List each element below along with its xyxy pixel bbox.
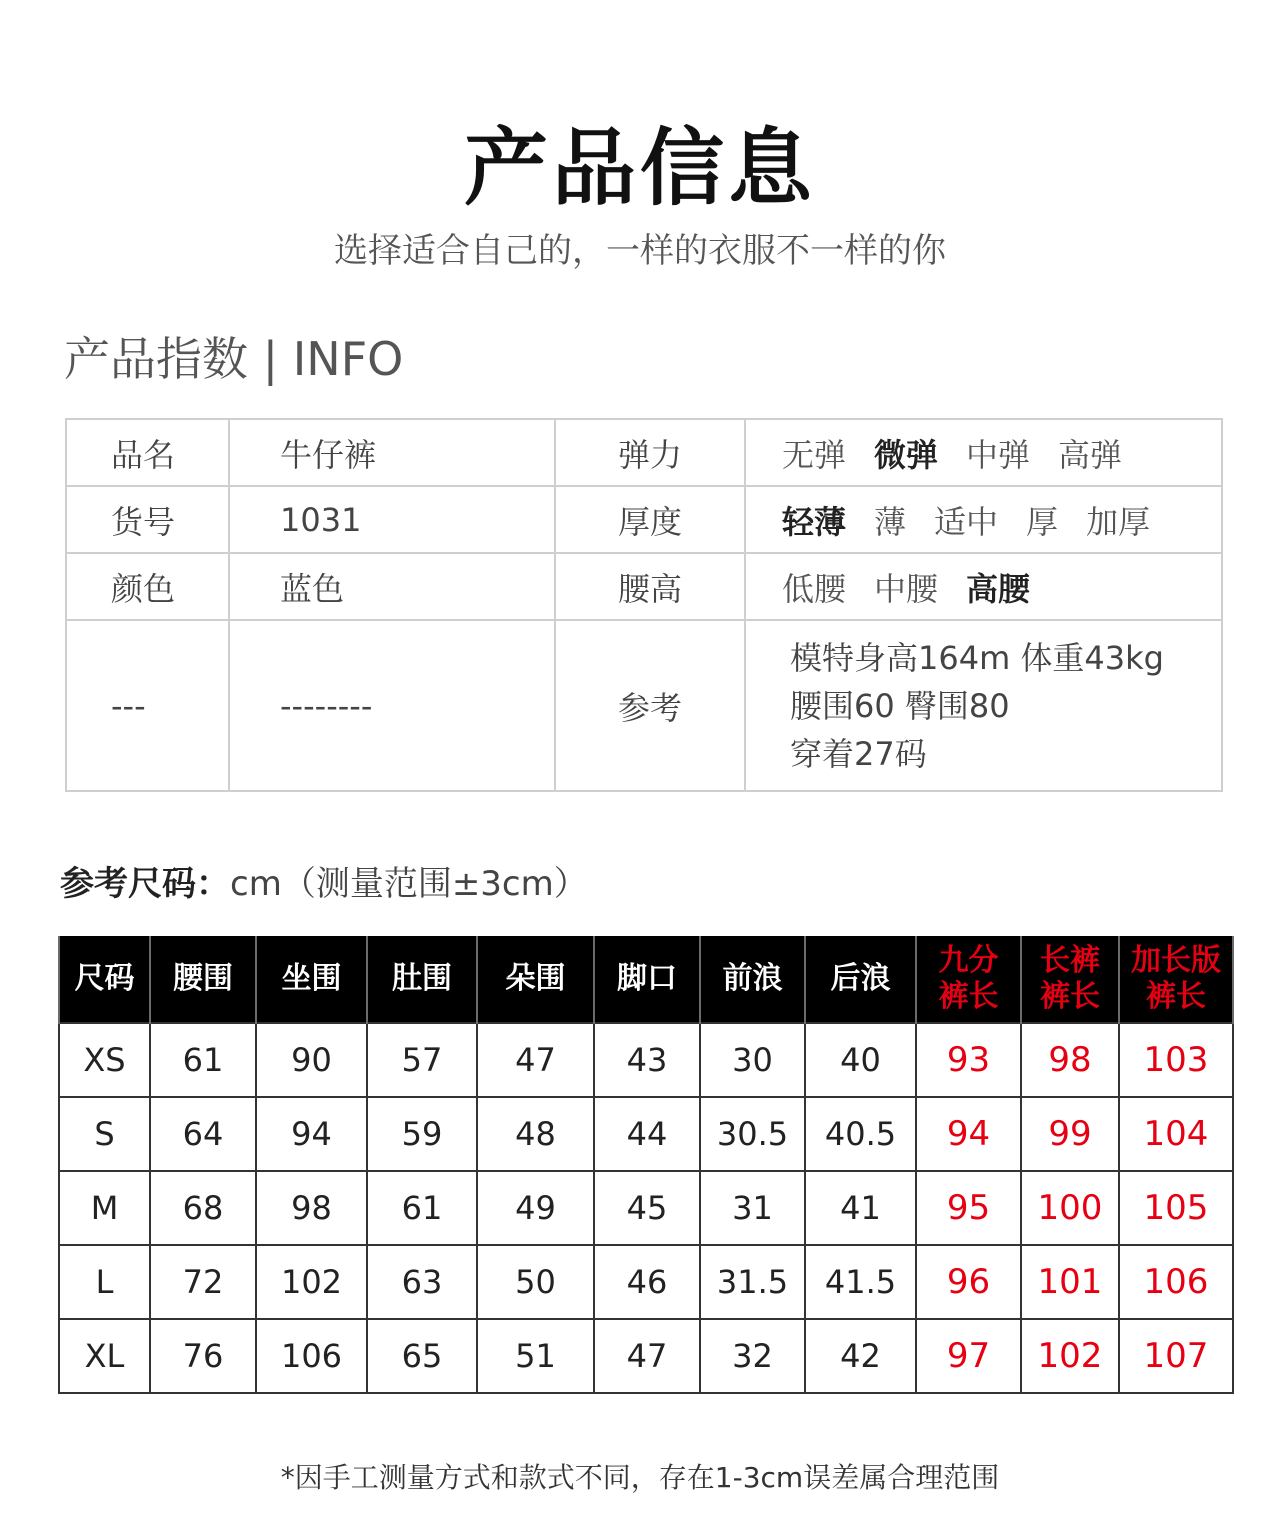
info-table-body (66, 419, 1222, 791)
info-row (66, 419, 1222, 486)
size-value: 61 (367, 1171, 477, 1245)
info-value: -------- (229, 620, 555, 791)
size-value: 99 (1021, 1097, 1119, 1171)
size-value: 32 (700, 1319, 805, 1393)
info-label: 颜色 (66, 553, 229, 620)
size-value: 41 (805, 1171, 916, 1245)
info-attribute-options (745, 553, 1222, 620)
option: 中弹 (966, 435, 1031, 474)
size-column-header: 坐围 (256, 936, 367, 1023)
size-row (59, 1023, 1233, 1097)
size-value: 106 (1119, 1245, 1233, 1319)
info-value: 1031 (229, 486, 555, 553)
info-value: 蓝色 (229, 553, 555, 620)
size-value: 107 (1119, 1319, 1233, 1393)
size-table-header-row (59, 936, 1233, 1023)
option: 中腰 (874, 569, 939, 608)
size-value: 98 (1021, 1023, 1119, 1097)
size-row (59, 1097, 1233, 1171)
size-label: S (59, 1097, 150, 1171)
product-info-table (65, 418, 1223, 792)
size-column-header: 肚围 (367, 936, 477, 1023)
size-value: 47 (477, 1023, 594, 1097)
info-attribute-options (745, 419, 1222, 486)
info-row (66, 553, 1222, 620)
page-subtitle: 选择适合自己的，一样的衣服不一样的你 (334, 231, 946, 271)
option-selected: 轻薄 (782, 502, 847, 541)
size-row (59, 1319, 1233, 1393)
info-label: 货号 (66, 486, 229, 553)
size-value: 90 (256, 1023, 367, 1097)
option: 适中 (934, 502, 999, 541)
info-label: 品名 (66, 419, 229, 486)
size-value: 31.5 (700, 1245, 805, 1319)
size-value: 64 (150, 1097, 256, 1171)
page-title: 产品信息 (463, 119, 816, 217)
reference-line: 穿着27码 (790, 734, 927, 773)
size-value: 76 (150, 1319, 256, 1393)
option: 厚 (1026, 502, 1059, 541)
option: 低腰 (782, 569, 847, 608)
size-value: 104 (1119, 1097, 1233, 1171)
option: 无弹 (782, 435, 847, 474)
size-value: 102 (1021, 1319, 1119, 1393)
size-heading-unit: cm（测量范围±3cm） (230, 864, 588, 904)
size-column-header: 后浪 (805, 936, 916, 1023)
size-column-header: 脚口 (594, 936, 700, 1023)
size-value: 98 (256, 1171, 367, 1245)
info-attribute-label: 厚度 (555, 486, 745, 553)
size-value: 41.5 (805, 1245, 916, 1319)
size-value: 31 (700, 1171, 805, 1245)
size-value: 105 (1119, 1171, 1233, 1245)
size-value: 45 (594, 1171, 700, 1245)
size-value: 43 (594, 1023, 700, 1097)
size-column-header: 前浪 (700, 936, 805, 1023)
size-column-header: 腰围 (150, 936, 256, 1023)
size-value: 49 (477, 1171, 594, 1245)
size-section-heading (60, 856, 588, 912)
option: 加厚 (1086, 502, 1151, 541)
info-attribute-label: 弹力 (555, 419, 745, 486)
option: 高弹 (1058, 435, 1123, 474)
size-value: 47 (594, 1319, 700, 1393)
size-table-body (59, 1023, 1233, 1393)
size-value: 106 (256, 1319, 367, 1393)
size-value: 102 (256, 1245, 367, 1319)
info-label: --- (66, 620, 229, 791)
size-row (59, 1171, 1233, 1245)
size-column-header: 长裤 裤长 (1021, 936, 1119, 1023)
size-chart-table (58, 936, 1234, 1394)
size-row (59, 1245, 1233, 1319)
size-value: 48 (477, 1097, 594, 1171)
size-value: 40.5 (805, 1097, 916, 1171)
size-value: 46 (594, 1245, 700, 1319)
size-value: 44 (594, 1097, 700, 1171)
info-attribute-label: 腰高 (555, 553, 745, 620)
size-value: 30 (700, 1023, 805, 1097)
option-selected: 微弹 (874, 435, 939, 474)
measurement-footnote: *因手工测量方式和款式不同，存在1-3cm误差属合理范围 (280, 1461, 1000, 1494)
size-value: 40 (805, 1023, 916, 1097)
size-value: 57 (367, 1023, 477, 1097)
size-heading-label: 参考尺码： (60, 864, 230, 904)
size-value: 103 (1119, 1023, 1233, 1097)
size-value: 94 (916, 1097, 1021, 1171)
size-value: 100 (1021, 1171, 1119, 1245)
size-column-header: 九分 裤长 (916, 936, 1021, 1023)
info-row-reference (66, 620, 1222, 791)
info-attribute-label: 参考 (555, 620, 745, 791)
size-column-header: 朵围 (477, 936, 594, 1023)
reference-line: 模特身高164m 体重43kg (790, 638, 1164, 677)
size-value: 30.5 (700, 1097, 805, 1171)
info-attribute-options (745, 486, 1222, 553)
size-value: 95 (916, 1171, 1021, 1245)
size-value: 68 (150, 1171, 256, 1245)
section-heading-info: 产品指数 | INFO (64, 332, 404, 386)
size-column-header: 尺码 (59, 936, 150, 1023)
size-value: 65 (367, 1319, 477, 1393)
size-value: 63 (367, 1245, 477, 1319)
size-value: 61 (150, 1023, 256, 1097)
size-value: 59 (367, 1097, 477, 1171)
size-value: 42 (805, 1319, 916, 1393)
size-value: 50 (477, 1245, 594, 1319)
size-label: XL (59, 1319, 150, 1393)
reference-line: 腰围60 臀围80 (790, 686, 1010, 725)
info-row (66, 486, 1222, 553)
size-value: 96 (916, 1245, 1021, 1319)
size-value: 93 (916, 1023, 1021, 1097)
size-value: 51 (477, 1319, 594, 1393)
size-value: 72 (150, 1245, 256, 1319)
size-value: 97 (916, 1319, 1021, 1393)
size-label: L (59, 1245, 150, 1319)
option: 薄 (874, 502, 907, 541)
info-value: 牛仔裤 (229, 419, 555, 486)
size-value: 94 (256, 1097, 367, 1171)
size-label: M (59, 1171, 150, 1245)
option-selected: 高腰 (966, 569, 1031, 608)
model-reference-text (745, 620, 1222, 791)
size-column-header: 加长版 裤长 (1119, 936, 1233, 1023)
size-label: XS (59, 1023, 150, 1097)
size-value: 101 (1021, 1245, 1119, 1319)
